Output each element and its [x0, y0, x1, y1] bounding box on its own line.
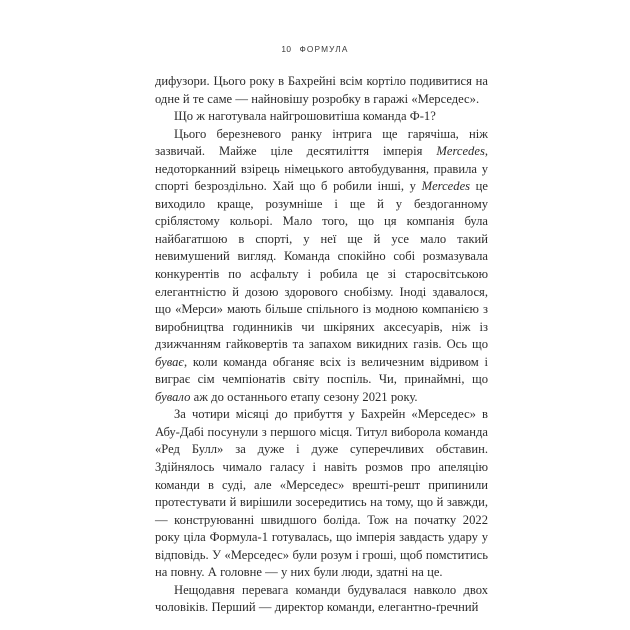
emphasis: Mercedes — [421, 179, 471, 194]
page-number: 10 — [281, 44, 292, 54]
emphasis: буває — [155, 354, 184, 369]
paragraph-2: Що ж наготувала найгрошовитіша команда Ф-1? — [174, 109, 436, 124]
paragraph-5: Нещодавня перевага команди будувалася навколо двох чоловіків. Перший — директор команди, елегантно-ґречний — [155, 582, 488, 615]
paragraph-4: За чотири місяці до прибуття у Бахрейн «Мерседес» в Абу-Дабі посунули з першого місця. Титул виборола команда «Ред Булл» за дуже і дуже суперечливих обставин. Здійнялось чимало галасу і навіть розмов про апеляцію команди в суді, але «Мерседес» врешті-решт припинили протестувати й вирішили зосередитись на тому, що й завжди, — конструюванні швидшого боліда. Тож на початку 2022 року ціла Формула-1 готувалась, що імперія завдасть удару у відповідь. У «Мерседес» були розум і гроші, щоб помститись на повну. А головне — у них були люди, здатні на це. — [155, 407, 488, 580]
emphasis: Mercedes — [436, 144, 485, 159]
running-head — [0, 45, 630, 53]
paragraph-3: Цього березневого ранку інтрига ще гарячіша, ніж зазвичай. Майже ціле десятиліття імперія Mercedes, недоторканний взірець німецького автобудування, правила у спорті безроздільно. Хай що б робили інші, у Mercedes це виходило краще, розумніше і ще й у бездоганному сріблястому кольорі. Мало того, що ця компанія була найбагатшою в спорті, у неї ще й усе мало такий невимушений вигляд. Команда спокійно собі розмазувала конкурентів по асфальту і робила це зі старосвітською елегантністю й дозою здорового снобізму. Іноді здавалося, що «Мерси» мають більше спільного із модною компанією з виробництва годинників чи шкіряних аксесуарів, ніж із дзижчанням гайковертів та запахом викидних газів. Ось що буває, коли команда обганяє всіх із величезним відривом і виграє сім чемпіонатів світу поспіль. Чи, принаймні, що бувало аж до останнього етапу сезону 2021 року. — [155, 126, 489, 404]
paragraph-1: дифузори. Цього року в Бахрейні всім кортіло подивитися на одне й те саме — найновішу розробку в гаражі «Мерседес». — [155, 74, 488, 106]
body-text-block — [155, 73, 488, 617]
running-head-title: ФОРМУЛА — [299, 44, 349, 54]
emphasis: бувало — [155, 389, 191, 404]
